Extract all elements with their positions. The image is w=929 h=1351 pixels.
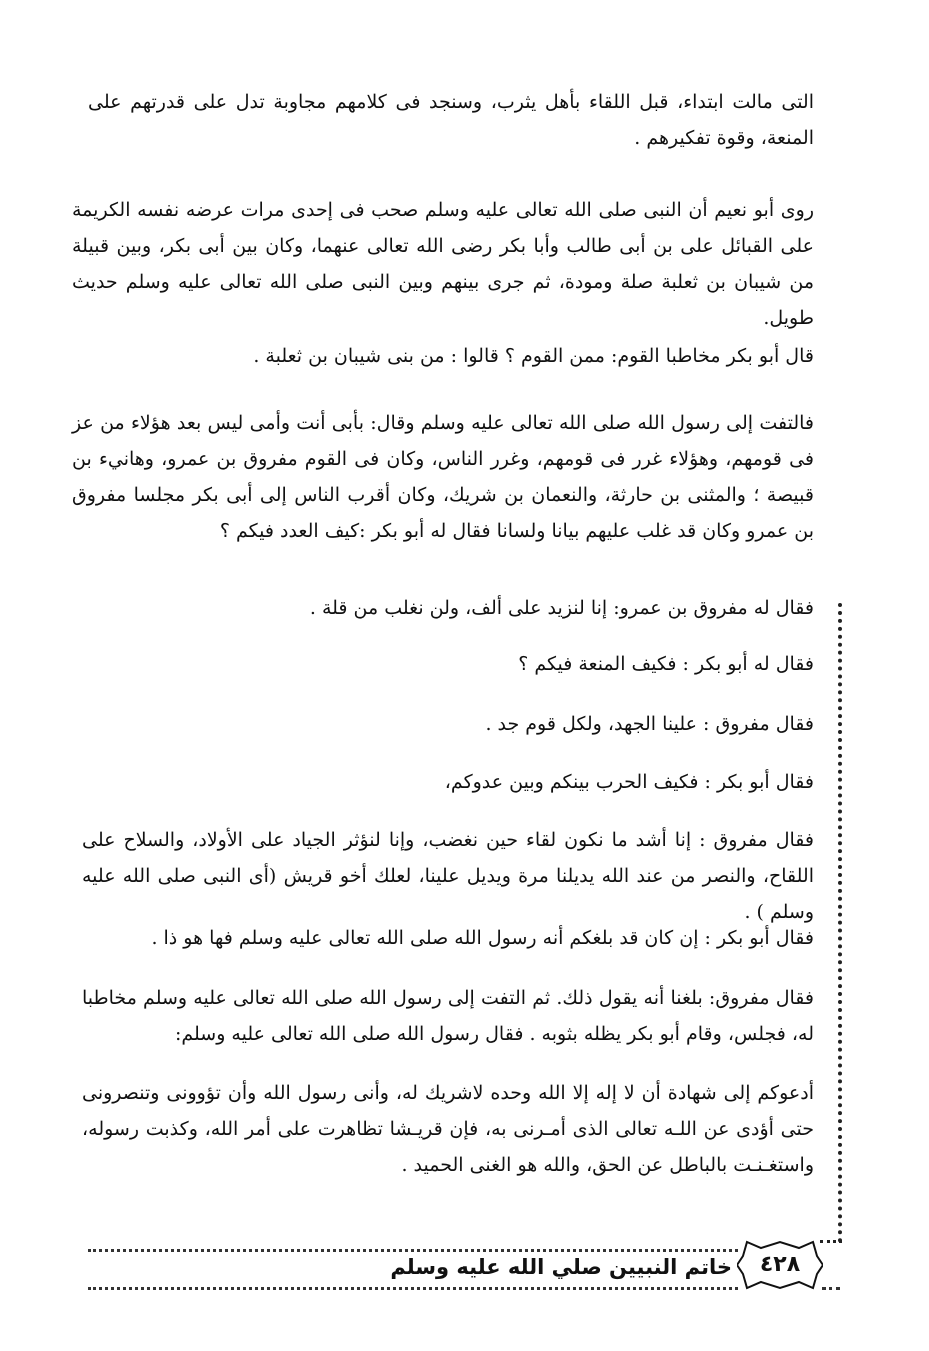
dialogue-mafruq-war-answer: فقال مفروق : إنا أشد ما نكون لقاء حين نغضب، وإنا لنؤثر الجياد على الأولاد، والسلاح على اللقاح، والنصر من عند الله يديلنا مرة ويديل علينا، لعلك أخو قريش (أى النبى صلى الله عليه وسلم ) .	[82, 829, 814, 923]
dialogue-abu-bakr-war: فقال أبو بكر : فكيف الحرب بينكم وبين عدوكم،	[444, 771, 814, 793]
book-title: خاتم النبيين صلي الله عليه وسلم	[390, 1255, 732, 1279]
footer-rule-right	[822, 1287, 840, 1290]
paragraph-abu-bakr-question: قال أبو بكر مخاطبا القوم: ممن القوم ؟ قالوا : من بنى شيبان بن ثعلبة .	[253, 345, 814, 367]
page-number: ٤٢٨	[759, 1252, 801, 1277]
dialogue-mafruq-heard: فقال مفروق: بلغنا أنه يقول ذلك. ثم التفت إلى رسول الله صلى الله تعالى عليه وسلم مخاطبا له، فجلس، وقام أبو بكر يظله بثوبه . فقال رسول الله صلى الله تعالى عليه وسلم:	[82, 987, 814, 1045]
dialogue-mafruq-number: فقال له مفروق بن عمرو: إنا لنزيد على ألف، ولن نغلب من قلة .	[309, 597, 814, 619]
dialogue-abu-bakr-messenger: فقال أبو بكر : إن كان قد بلغكم أنه رسول الله صلى الله تعالى عليه وسلم فها هو ذا .	[151, 927, 814, 949]
footer-rule-bottom	[88, 1287, 738, 1290]
paragraph-intro-ending: التى مالت ابتداء، قبل اللقاء بأهل يثرب، وسنجد فى كلامهم مجاوبة تدل على قدرتهم على المنعة، وقوة تفكيرهم .	[88, 91, 814, 149]
dialogue-abu-bakr-strength: فقال له أبو بكر : فكيف المنعة فيكم ؟	[518, 653, 814, 675]
quote-frame-corner	[820, 1240, 842, 1243]
prophet-invitation: أدعوكم إلى شهادة أن لا إله إلا الله وحده لاشريك له، وأنى رسول الله وأن تؤوونى وتنصرونى حتى أؤدى عن اللـه تعالى الذى أمـرنى به، فإن قريـشا تظاهرت على أمر الله، وكذبت رسوله، واستغـنـت بالباطل عن الحق، والله هو الغنى الحميد .	[82, 1082, 814, 1176]
paragraph-abu-nuaim-narration: روى أبو نعيم أن النبى صلى الله تعالى عليه وسلم صحب فى إحدى مرات عرضه نفسه الكريمة على القبائل على بن أبى طالب وأبا بكر رضى الله تعالى عنهما، وكان بين أبى بكر، وبين قبيلة من شيبان بن ثعلبة صلة ومودة، ثم جرى بينهم وبين النبى صلى الله تعالى عليه وسلم حديث طويل.	[72, 199, 814, 329]
dialogue-mafruq-effort: فقال مفروق : علينا الجهد، ولكل قوم جد .	[485, 713, 814, 735]
paragraph-abu-bakr-turns: فالتفت إلى رسول الله صلى الله تعالى عليه وسلم وقال: بأبى أنت وأمى ليس بعد هؤلاء من عز فى قومهم، وهؤلاء غرر فى قومهم، وغرر الناس، وكان فى القوم مفروق بن عمرو، وهانيء بن قبيصة ؛ والمثنى بن حارثة، والنعمان بن شريك، وكان أقرب الناس إلى أبى بكر مجلسا مفروق بن عمرو وكان قد غلب عليهم بيانا ولسانا فقال له أبو بكر :كيف العدد فيكم ؟	[72, 412, 814, 542]
quote-frame-border	[838, 603, 842, 1243]
